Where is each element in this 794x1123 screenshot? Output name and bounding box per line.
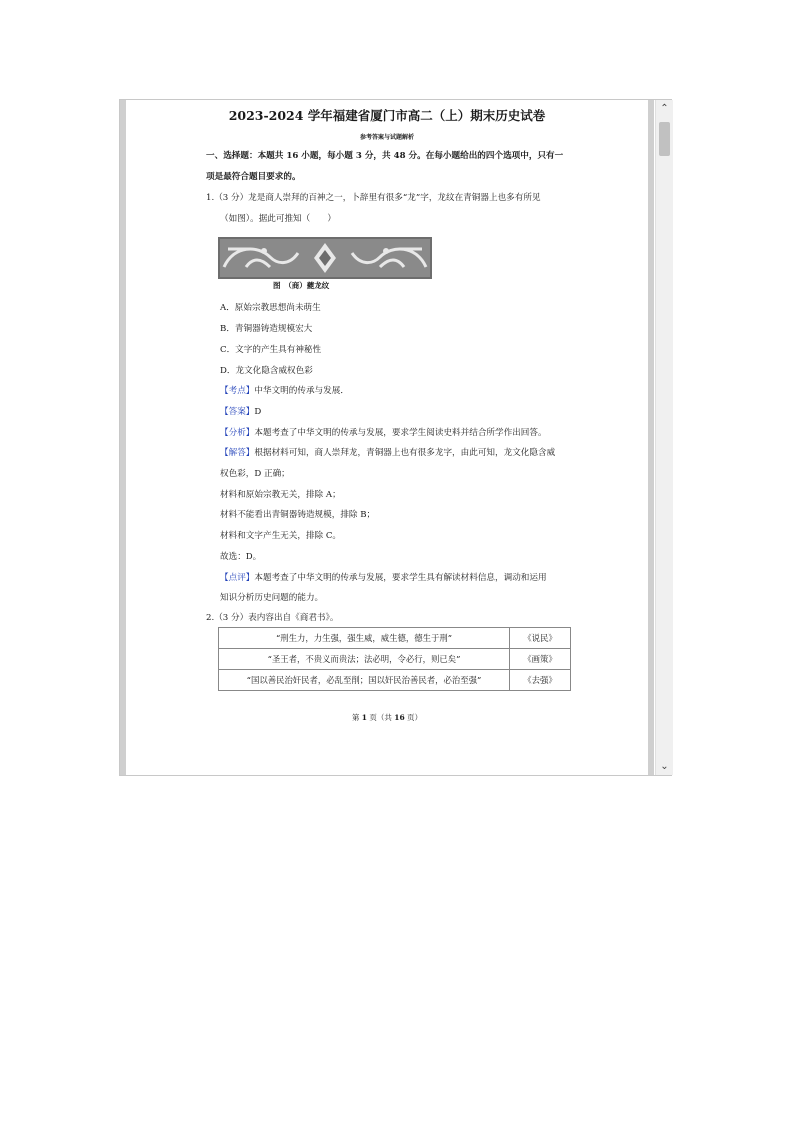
dianping-tag: 【点评】 [220,573,255,583]
page-gutter-right [648,100,654,775]
jieda-text-line4: 材料不能看出青铜器铸造规模，排除 B； [220,510,376,520]
daan-tag: 【答案】 [220,407,255,417]
jieda-text-line2: 权色彩，D 正确； [220,469,290,479]
footer-total-pages: 16 [394,713,405,722]
quote-cell: “刑生力，力生强，强生威，威生德，德生于刑” [219,628,510,649]
section-heading-line1: 一、选择题：本题共 16 小题，每小题 3 分，共 48 分。在每小题给出的四个选项中，只有一 [206,151,564,161]
q1-option-b: B．青铜器铸造规模宏大 [220,324,313,334]
page-title: 2023-2024 学年福建省厦门市高二（上）期末历史试卷 [228,108,546,123]
jieda-text-line5: 材料和文字产生无关，排除 C。 [220,531,342,541]
fenxi-text: 本题考查了中华文明的传承与发展，要求学生阅读史料并结合所学作出回答。 [254,428,547,438]
document-viewer [119,99,672,776]
quote-cell: “国以善民治奸民者，必乱至削；国以奸民治善民者，必治至强” [219,670,510,691]
table-row [219,628,571,649]
jieda-tag: 【解答】 [220,448,255,458]
shangjunshu-table [218,627,571,691]
footer-mid: 页（共 [367,713,395,722]
source-cell: 《说民》 [510,628,571,649]
kui-dragon-pattern-image [218,237,432,279]
page-gutter-left [120,100,126,775]
page-footer [128,712,646,723]
q2-stem: 2.（3 分）表内容出自《商君书》。 [206,613,339,623]
fenxi-tag: 【分析】 [220,428,255,438]
section-heading-line2: 项是最符合题目要求的。 [206,172,301,182]
jieda-text-line1: 根据材料可知，商人崇拜龙，青铜器上也有很多龙字，由此可知，龙文化隐含威 [254,448,556,458]
footer-page-number: 1 [361,713,367,722]
q1-option-c: C．文字的产生具有神秘性 [220,345,322,355]
kaodian-text: 中华文明的传承与发展． [254,386,349,396]
q1-option-a: A．原始宗教思想尚未萌生 [220,303,321,313]
document-page [128,100,646,775]
dianping-text-line2: 知识分析历史问题的能力。 [220,593,324,603]
source-cell: 《去强》 [510,670,571,691]
source-cell: 《画策》 [510,649,571,670]
q1-jieda [220,447,555,459]
q1-dianping [220,572,547,584]
q1-option-d: D．龙文化隐含威权色彩 [220,366,313,376]
quote-cell: “圣王者，不贵义而贵法；法必明，令必行，则已矣” [219,649,510,670]
kaodian-tag: 【考点】 [220,386,255,396]
q1-stem-line1: 1.（3 分）龙是商人崇拜的百神之一，卜辞里有很多“龙”字，龙纹在青铜器上也多有所见 [206,193,541,203]
jieda-text-line3: 材料和原始宗教无关，排除 A； [220,490,341,500]
jieda-text-line6: 故选：D。 [220,552,262,562]
q1-kaodian [220,385,349,397]
vertical-scrollbar[interactable] [655,100,673,775]
scrollbar-thumb[interactable] [659,122,670,156]
daan-text: D [254,407,262,417]
table-row [219,649,571,670]
table-row [219,670,571,691]
scroll-up-arrow-icon[interactable]: ⌃ [660,103,669,114]
dianping-text-line1: 本题考查了中华文明的传承与发展，要求学生具有解读材料信息，调动和运用 [254,573,547,583]
q1-stem-line2: （如图）。据此可推知（ ） [220,214,337,224]
q1-daan [220,406,261,418]
figure-caption: 图 （商）夔龙纹 [273,281,330,290]
footer-prefix: 第 [351,713,362,722]
footer-suffix: 页） [404,713,423,722]
q1-fenxi [220,427,547,439]
scroll-down-arrow-icon[interactable]: ⌄ [660,761,669,772]
page-subtitle: 参考答案与试题解析 [359,134,414,141]
